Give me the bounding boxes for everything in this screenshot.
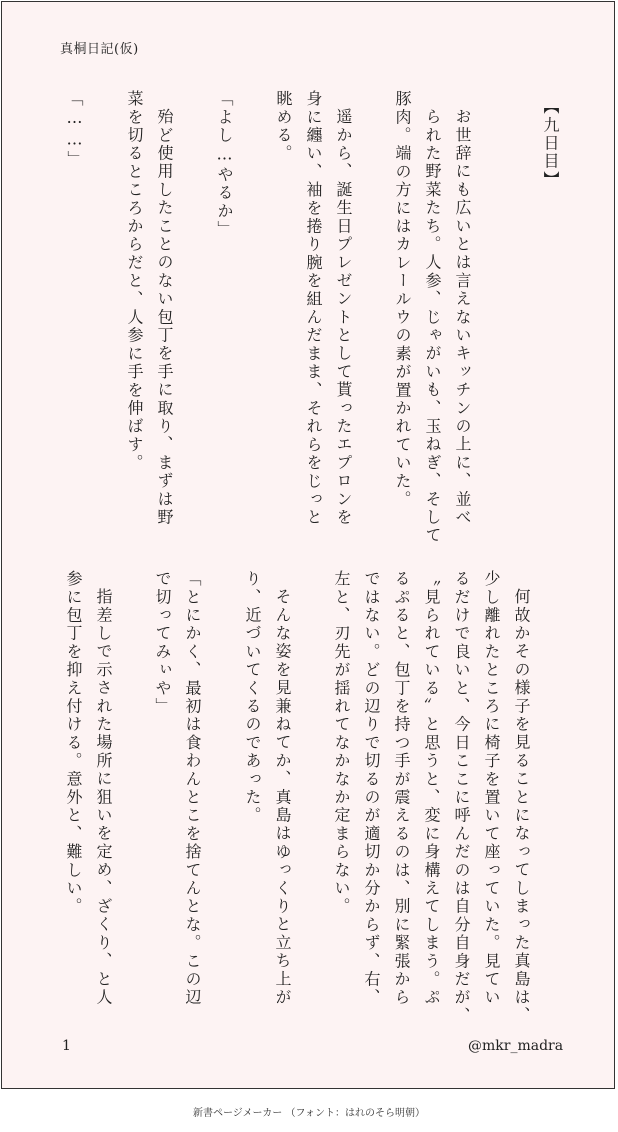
text-column: 身に纏い、袖を捲り腕を組んだまま、それらをじっと bbox=[304, 90, 323, 527]
text-column: るだけで良いと、今日ここに呼んだのは自分自身だが、 bbox=[452, 570, 471, 1025]
text-column: 眺める。 bbox=[274, 90, 293, 163]
text-column: 豚肉。端の方にはカレールウの素が置かれていた。 bbox=[393, 90, 412, 509]
text-column: られた野菜たち。人参、じゃがいも、玉ねぎ、そして bbox=[423, 108, 442, 545]
text-column: 参に包丁を抑え付ける。意外と、難しい。 bbox=[64, 570, 83, 916]
author-handle: @mkr_madra bbox=[468, 1038, 564, 1054]
footer-note: 新書ページメーカー （フォント：はれのそら明朝） bbox=[193, 1108, 425, 1119]
text-column: で切ってみぃや」 bbox=[153, 570, 172, 716]
text-column: 少し離れたところに椅子を置いて座っていた。見てい bbox=[482, 570, 501, 1007]
text-column: そんな姿を見兼ねてか、真島はゆっくりと立ち上が bbox=[273, 588, 292, 1007]
text-column: 菜を切るところからだと、人参に手を伸ばす。 bbox=[125, 90, 144, 473]
text-column: 何故かその様子を見ることになってしまった真島は、 bbox=[512, 588, 531, 1025]
text-column: 殆ど使用したことのない包丁を手に取り、まずは野 bbox=[155, 108, 174, 527]
text-column: 指差しで示された場所に狙いを定め、ざくり、と人 bbox=[94, 588, 113, 1007]
text-column: ではない。どの辺りで切るのが適切か分からず、右、 bbox=[362, 570, 381, 1007]
page-number: 1 bbox=[62, 1038, 71, 1054]
text-column: お世辞にも広いとは言えないキッチンの上に、並べ bbox=[453, 108, 472, 527]
manuscript-page bbox=[1, 1, 615, 1089]
text-column: 「……」 bbox=[65, 90, 84, 169]
text-column: 【九日目】 bbox=[541, 98, 560, 189]
text-column: 遥から、誕生日プレゼントとして貰ったエプロンを bbox=[334, 108, 353, 527]
text-column: り、近づいてくるのであった。 bbox=[243, 570, 262, 825]
page-title: 真桐日記(仮) bbox=[60, 42, 139, 57]
text-column: 左と、刃先が揺れてなかなか定まらない。 bbox=[332, 570, 351, 916]
text-column: 「とにかく、最初は食わんとこを捨てんとな。この辺 bbox=[183, 570, 202, 1007]
text-column: るぷると、包丁を持つ手が震えるのは、別に緊張から bbox=[392, 570, 411, 1007]
text-column: 「よし…やるか」 bbox=[215, 90, 234, 239]
text-column: 〝見られている〟と思うと、変に身構えてしまう。ぷ bbox=[422, 570, 441, 1007]
